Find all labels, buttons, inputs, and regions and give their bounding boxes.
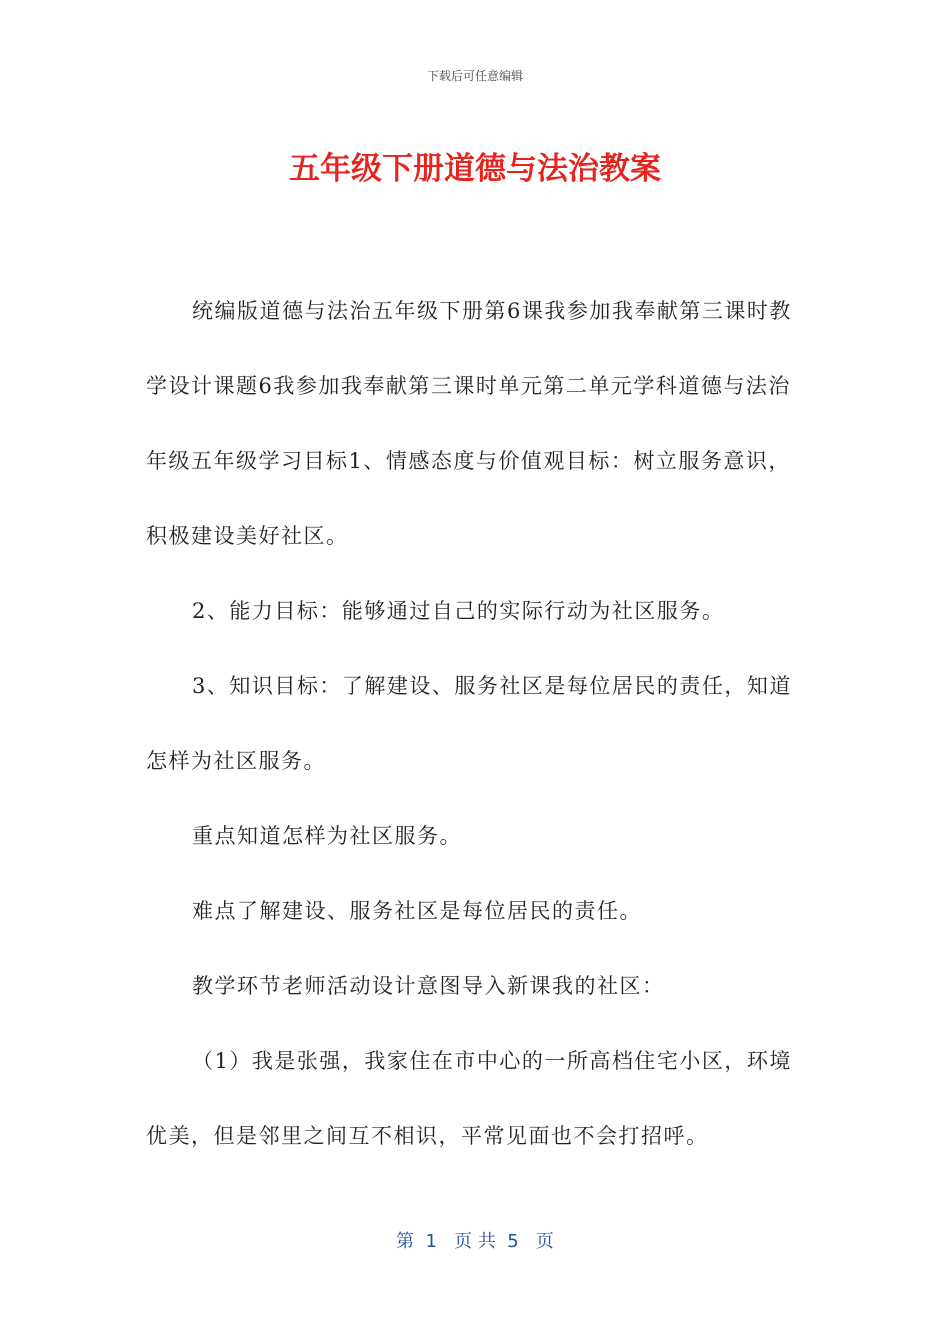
document-body <box>146 274 806 1174</box>
paragraph: 2、能力目标：能够通过自己的实际行动为社区服务。 <box>192 599 725 623</box>
document-title: 五年级下册道德与法治教案 <box>289 151 661 187</box>
paragraph: 难点了解建设、服务社区是每位居民的责任。 <box>192 899 642 923</box>
paragraph: 教学环节老师活动设计意图导入新课我的社区： <box>192 974 665 998</box>
page-number-label: 第 1 页 共 5 页 <box>396 1231 554 1252</box>
header-note: 下载后可任意编辑 <box>426 69 523 83</box>
page-footer <box>0 1227 950 1253</box>
paragraph: 重点知道怎样为社区服务。 <box>192 824 462 848</box>
paragraph: （1）我是张强，我家住在市中心的一所高档住宅小区，环境优美，但是邻里之间互不相识，平常见面也不会打招呼。 <box>146 1049 792 1148</box>
paragraph: 统编版道德与法治五年级下册第6课我参加我奉献第三课时教学设计课题6我参加我奉献第三课时单元第二单元学科道德与法治年级五年级学习目标1、情感态度与价值观目标：树立服务意识，积极建设美好社区。 <box>146 299 792 548</box>
paragraph: 3、知识目标：了解建设、服务社区是每位居民的责任，知道怎样为社区服务。 <box>146 674 792 773</box>
